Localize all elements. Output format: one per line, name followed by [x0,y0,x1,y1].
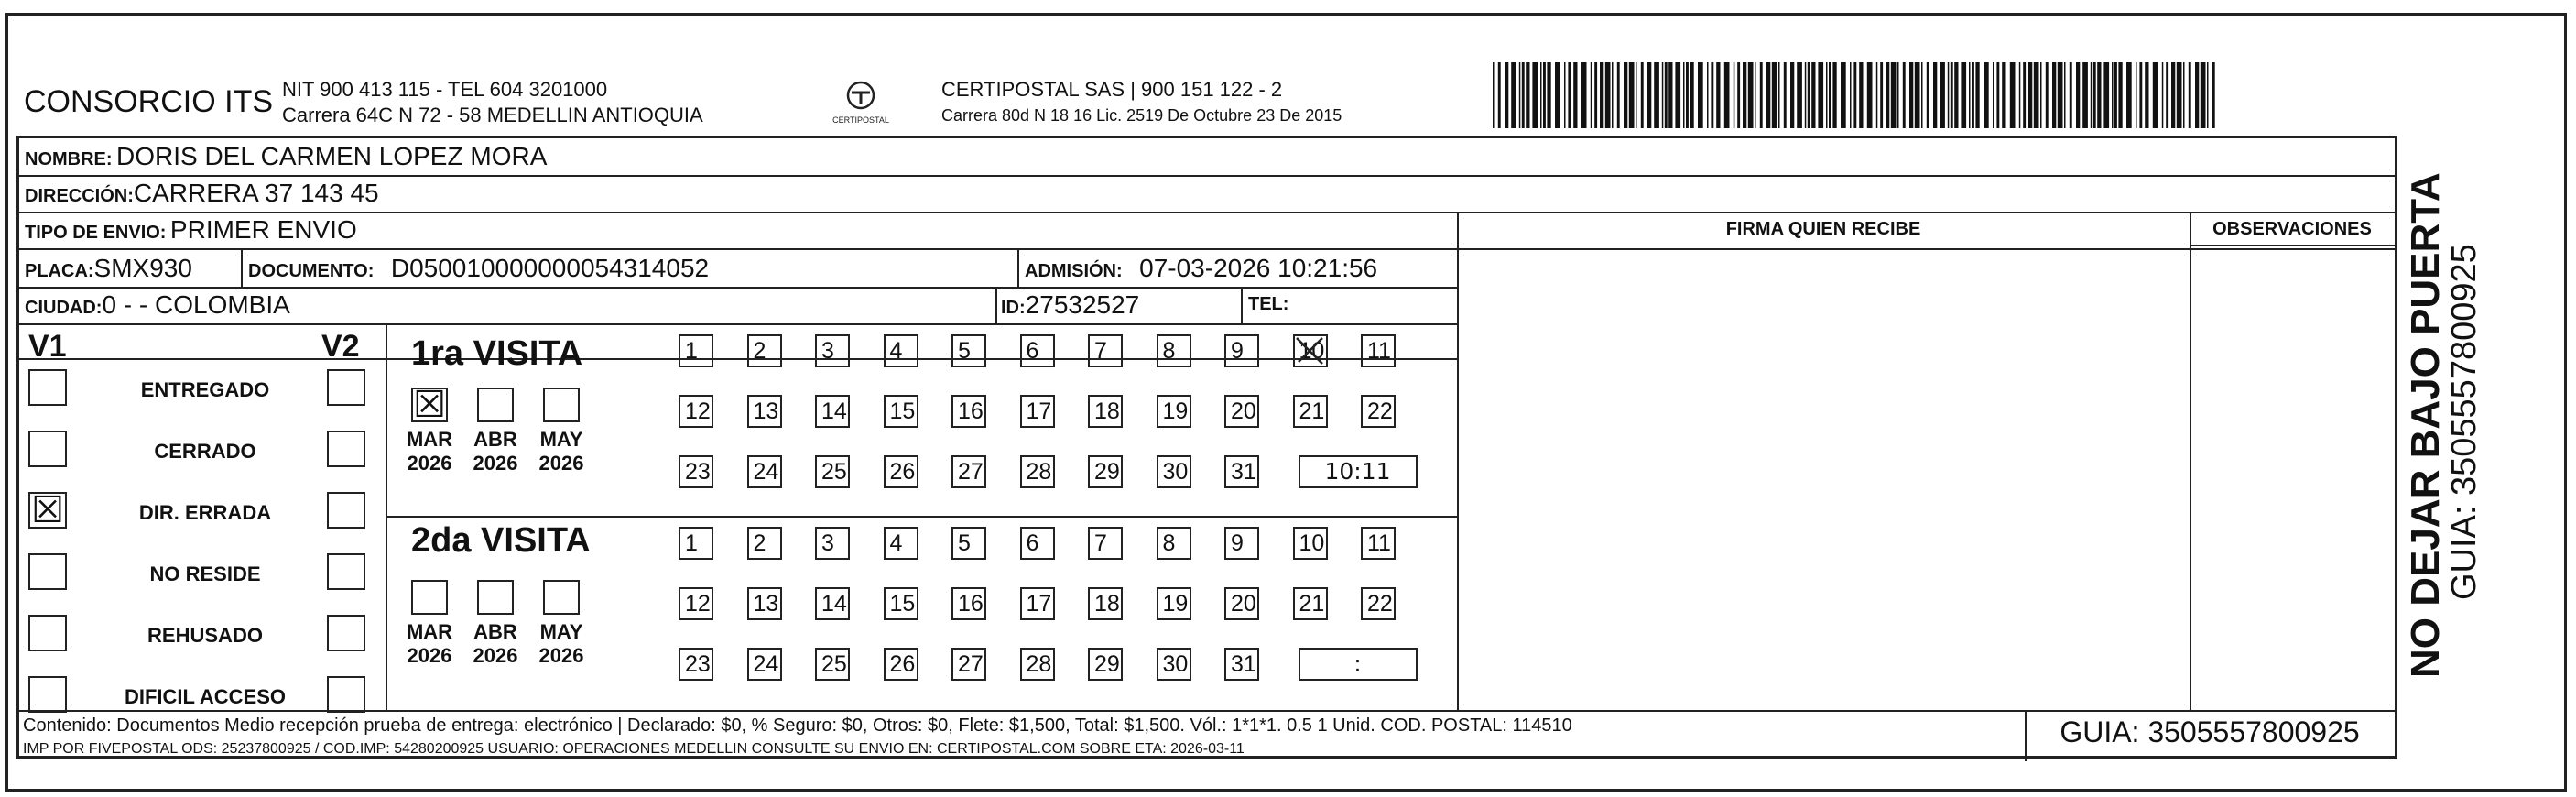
barcode-bar [1519,62,1521,128]
day-box[interactable]: 11 [1361,334,1396,367]
barcode-bar [2058,62,2063,128]
visit-time-box[interactable]: 10:11 [1299,455,1418,488]
v1-checkbox[interactable] [28,431,67,467]
ciudad-row [25,290,290,320]
id-row [1001,290,1139,320]
barcode-bar [1711,62,1713,128]
day-box[interactable]: 8 [1157,527,1191,560]
month-checkbox[interactable] [411,580,448,615]
barcode-bar [2023,62,2026,128]
barcode-bar [1624,62,1627,128]
barcode-bar [2019,62,2021,128]
day-box[interactable]: 24 [747,648,782,681]
barcode-bar [1903,62,1906,128]
barcode-bar [1647,62,1651,128]
barcode-bar [1940,62,1945,128]
day-box[interactable]: 21 [1293,587,1328,620]
month-label: MAY [539,428,583,451]
barcode-bar [1641,62,1644,128]
day-box[interactable]: 18 [1088,587,1123,620]
day-box[interactable]: 24 [747,455,782,488]
day-box[interactable]: 22 [1361,587,1396,620]
barcode-bar [1617,62,1620,128]
day-box[interactable]: 4 [884,334,918,367]
id-label: ID: [1001,298,1026,318]
v1-checkbox[interactable]: ☒ [28,492,67,529]
barcode-bar [1493,62,1495,128]
day-cross-mark [1293,334,1328,367]
barcode-bar [2139,62,2142,128]
barcode-bar [2166,62,2168,128]
barcode-bar [1665,62,1668,128]
barcode-bar [1948,62,1950,128]
month-checkbox[interactable] [543,388,580,422]
barcode-bar [2046,62,2049,128]
barcode-bar [1954,62,1958,128]
barcode-bar [1766,62,1770,128]
barcode-bar [1526,62,1529,128]
status-label: DIR. ERRADA [138,501,272,524]
day-box[interactable]: 28 [1020,455,1055,488]
barcode-bar [1778,62,1780,128]
barcode-bar [1612,62,1614,128]
barcode-bar [2136,62,2137,128]
day-box[interactable]: 6 [1020,334,1055,367]
barcode-bar [1797,62,1802,128]
direccion-row [25,179,379,208]
barcode-bar [1600,62,1603,128]
day-box[interactable]: 6 [1020,527,1055,560]
status-label: REHUSADO [147,624,263,647]
month-year: 2026 [538,644,584,667]
barcode-bar [1818,62,1823,128]
barcode-bar [1909,62,1913,128]
barcode-bar [2183,62,2185,128]
contenido-line: Contenido: Documentos Medio recepción prueba de entrega: electrónico | Declarado: $0, % Seguro: $0, Otros: $0, Flete: $1,500, Total: $1,500. Vól.: 1*1*1. 0.5 1 Unid. COD. POSTAL: 114510 [23,715,1572,736]
barcode-bar [1594,62,1597,128]
barcode-bar [2064,62,2066,128]
barcode-bar [1915,62,1920,128]
documento-row [248,254,709,283]
barcode-bar [1996,62,1999,128]
barcode-bar [1897,62,1899,128]
placa-value: SMX930 [93,254,192,282]
barcode-bar [1886,62,1889,128]
barcode-bar [2052,62,2056,128]
barcode [1493,62,2216,128]
barcode-bar [1880,62,1883,128]
day-box[interactable]: 22 [1361,395,1396,428]
v1-header: V1 [28,329,67,364]
barcode-bar [1755,62,1756,128]
barcode-bar [1984,62,1989,128]
day-box[interactable]: 13 [747,395,782,428]
status-label: NO RESIDE [149,562,261,585]
barcode-bar [1737,62,1740,128]
nombre-row [25,142,547,171]
barcode-bar [2093,62,2096,128]
v2-checkbox[interactable] [327,431,365,467]
day-box[interactable]: 26 [884,648,918,681]
month-year: 2026 [407,452,452,475]
barcode-bar [2070,62,2072,128]
day-box[interactable]: 18 [1088,395,1123,428]
barcode-bar [1522,62,1525,128]
barcode-bar [1891,62,1897,128]
barcode-bar [2097,62,2101,128]
day-box[interactable]: 30 [1157,648,1191,681]
nit-line: NIT 900 413 115 - TEL 604 3201000 [282,78,608,101]
barcode-bar [1498,62,1501,128]
barcode-bar [1591,62,1592,128]
barcode-bar [1547,62,1550,128]
month-year: 2026 [473,644,518,667]
day-box[interactable]: 3 [815,527,850,560]
barcode-bar [1975,62,1979,128]
v1-checkbox[interactable] [28,369,67,406]
tipo-label: TIPO DE ENVIO: [25,223,167,243]
barcode-bar [2082,62,2088,128]
barcode-bar [2010,62,2016,128]
barcode-bar [2118,62,2122,128]
barcode-bar [1993,62,1994,128]
barcode-bar [1841,62,1846,128]
barcode-bar [2201,62,2206,128]
barcode-bar [1772,62,1777,128]
barcode-bar [1698,62,1703,128]
barcode-bar [1690,62,1693,128]
day-box[interactable]: 31 [1224,648,1259,681]
barcode-bar [1921,62,1923,128]
visit1-title: 1ra VISITA [411,334,583,373]
admision-value: 07-03-2026 10:21:56 [1139,254,1378,282]
day-box[interactable]: 7 [1088,334,1123,367]
month-checkbox[interactable] [543,580,580,615]
day-box[interactable]: 7 [1088,527,1123,560]
id-value: 27532527 [1025,290,1140,319]
footer-guia: GUIA: 3505557800925 [2060,715,2360,748]
day-box[interactable]: 30 [1157,455,1191,488]
day-box[interactable]: 19 [1157,395,1191,428]
month-year: 2026 [407,644,452,667]
barcode-bar [1832,62,1836,128]
day-box[interactable]: 2 [747,334,782,367]
company-name: CONSORCIO ITS [24,84,274,119]
day-box[interactable]: 31 [1224,455,1259,488]
month-year: 2026 [473,452,518,475]
admision-row [1025,254,1377,283]
month-label: MAR [406,428,453,451]
day-box[interactable]: 4 [884,527,918,560]
month-label: ABR [473,620,517,643]
month-checkbox[interactable] [477,580,514,615]
barcode-bar [1850,62,1852,128]
month-label: ABR [473,428,517,451]
barcode-bar [1683,62,1685,128]
placa-label: PLACA: [25,261,94,281]
v1-checkbox[interactable] [28,676,67,713]
day-box[interactable]: 5 [951,527,986,560]
barcode-bar [2145,62,2148,128]
admision-label: ADMISIÓN: [1025,261,1123,281]
day-box[interactable]: 20 [1224,395,1259,428]
barcode-bar [1853,62,1856,128]
firma-header: FIRMA QUIEN RECIBE [1725,219,1921,239]
day-box[interactable]: 28 [1020,648,1055,681]
barcode-bar [1808,62,1810,128]
barcode-bar [1743,62,1746,128]
barcode-bar [2212,62,2215,128]
barcode-bar [1707,62,1709,128]
day-box[interactable]: 14 [815,587,850,620]
nombre-label: NOMBRE: [25,149,113,169]
visit-time-box[interactable]: : [1299,648,1418,681]
tipo-value: PRIMER ENVIO [169,215,357,244]
barcode-bar [2040,62,2042,128]
day-box[interactable]: 16 [951,395,986,428]
barcode-bar [1951,62,1953,128]
barcode-bar [1811,62,1815,128]
day-box[interactable]: 3 [815,334,850,367]
month-checkbox[interactable]: ☒ [411,388,448,422]
status-label: ENTREGADO [140,378,270,401]
day-box[interactable]: 27 [951,648,986,681]
day-box[interactable]: 1 [679,527,713,560]
day-box[interactable]: 10 [1293,334,1328,367]
barcode-bar [2076,62,2080,128]
observaciones-header: OBSERVACIONES [2212,219,2372,239]
delivery-form [16,136,2397,759]
v2-checkbox[interactable] [327,492,365,529]
barcode-bar [1675,62,1680,128]
documento-label: DOCUMENTO: [248,261,375,281]
barcode-bar [1581,62,1587,128]
barcode-bar [1505,62,1508,128]
day-box[interactable]: 23 [679,648,713,681]
side-panel [2403,147,2531,678]
barcode-bar [1969,62,1971,128]
v1-checkbox[interactable] [28,553,67,590]
day-box[interactable]: 27 [951,455,986,488]
barcode-bar [1511,62,1516,128]
barcode-bar [2034,62,2039,128]
month-label: MAR [406,620,453,643]
certipostal-logo [822,77,899,130]
barcode-bar [2171,62,2175,128]
documento-value: D050010000000054314052 [390,254,710,282]
barcode-bar [1933,62,1937,128]
barcode-bar [1734,62,1735,128]
side-guia: GUIA: 3505557800925 [2445,244,2484,600]
day-box[interactable]: 9 [1224,527,1259,560]
v2-checkbox[interactable] [327,676,365,713]
day-box[interactable]: 11 [1361,527,1396,560]
barcode-bar [1859,62,1863,128]
day-box[interactable]: 17 [1020,587,1055,620]
v2-header: V2 [321,329,360,364]
barcode-bar [1927,62,1929,128]
svg-text:CERTIPOSTAL: CERTIPOSTAL [832,115,889,125]
barcode-bar [1867,62,1873,128]
direccion-value: CARRERA 37 143 45 [133,179,379,207]
barcode-bar [1748,62,1754,128]
barcode-bar [1555,62,1560,128]
barcode-bar [2126,62,2132,128]
day-box[interactable]: 16 [951,587,986,620]
barcode-bar [2091,62,2092,128]
day-box[interactable]: 20 [1224,587,1259,620]
barcode-bar [1540,62,1542,128]
barcode-bar [1760,62,1763,128]
day-box[interactable]: 29 [1088,648,1123,681]
barcode-bar [2162,62,2164,128]
day-box[interactable]: 14 [815,395,850,428]
month-checkbox[interactable] [477,388,514,422]
barcode-bar [2002,62,2005,128]
month-year: 2026 [538,452,584,475]
barcode-bar [1972,62,1974,128]
barcode-bar [2195,62,2199,128]
day-box[interactable]: 19 [1157,587,1191,620]
day-box[interactable]: 12 [679,587,713,620]
day-box[interactable]: 2 [747,527,782,560]
barcode-bar [1805,62,1807,128]
ciudad-label: CIUDAD: [25,298,103,318]
barcode-bar [1784,62,1787,128]
barcode-bar [2177,62,2182,128]
barcode-bar [1686,62,1689,128]
barcode-bar [2103,62,2109,128]
barcode-bar [1876,62,1878,128]
placa-row [25,254,192,283]
day-box[interactable]: 15 [884,395,918,428]
imp-line: IMP POR FIVEPOSTAL ODS: 25237800925 / COD.IMP: 54280200925 USUARIO: OPERACIONES MEDELLIN CONSULTE SU ENVIO EN: CERTIPOSTAL.COM SOBRE ETA: 2026-03-11 [23,741,1245,757]
ciudad-value: 0 - - COLOMBIA [102,290,290,319]
barcode-bar [1790,62,1794,128]
day-box[interactable]: 9 [1224,334,1259,367]
barcode-bar [1826,62,1828,128]
tel-label: TEL: [1248,294,1289,314]
barcode-bar [1564,62,1566,128]
day-box[interactable]: 17 [1020,395,1055,428]
v2-checkbox[interactable] [327,615,365,651]
barcode-bar [1654,62,1659,128]
day-box[interactable]: 21 [1293,395,1328,428]
status-label: DIFICIL ACCESO [124,685,286,708]
barcode-bar [2153,62,2158,128]
license-line: Carrera 80d N 18 16 Lic. 2519 De Octubre 23 De 2015 [941,106,1342,125]
barcode-bar [1829,62,1831,128]
day-box[interactable]: 1 [679,334,713,367]
barcode-bar [1961,62,1966,128]
barcode-bar [1573,62,1577,128]
tipo-row [25,215,357,245]
barcode-bar [2112,62,2114,128]
day-box[interactable]: 13 [747,587,782,620]
day-box[interactable]: 26 [884,455,918,488]
barcode-bar [2114,62,2117,128]
barcode-bar [1636,62,1637,128]
v1-checkbox[interactable] [28,615,67,651]
v2-checkbox[interactable] [327,369,365,406]
barcode-bar [1629,62,1635,128]
barcode-bar [1605,62,1611,128]
barcode-bar [1568,62,1571,128]
barcode-bar [1724,62,1730,128]
day-box[interactable]: 5 [951,334,986,367]
side-warning: NO DEJAR BAJO PUERTA [2403,172,2448,678]
barcode-bar [2207,62,2209,128]
day-box[interactable]: 8 [1157,334,1191,367]
status-label: CERRADO [154,440,256,463]
day-box[interactable]: 10 [1293,527,1328,560]
barcode-bar [1662,62,1664,128]
barcode-bar [2189,62,2191,128]
month-label: MAY [539,620,583,643]
v2-checkbox[interactable] [327,553,365,590]
day-box[interactable]: 12 [679,395,713,428]
direccion-label: DIRECCIÓN: [25,186,134,206]
company-address: Carrera 64C N 72 - 58 MEDELLIN ANTIOQUIA [282,104,703,126]
day-box[interactable]: 15 [884,587,918,620]
day-box[interactable]: 25 [815,648,850,681]
barcode-bar [1532,62,1538,128]
day-box[interactable]: 25 [815,455,850,488]
nombre-value: DORIS DEL CARMEN LOPEZ MORA [116,142,548,170]
barcode-bar [2028,62,2032,128]
certipostal-line: CERTIPOSTAL SAS | 900 151 122 - 2 [941,78,1283,101]
day-box[interactable]: 29 [1088,455,1123,488]
visit2-title: 2da VISITA [411,521,591,560]
barcode-bar [1668,62,1672,128]
barcode-bar [1543,62,1546,128]
day-box[interactable]: 23 [679,455,713,488]
barcode-bar [1716,62,1720,128]
